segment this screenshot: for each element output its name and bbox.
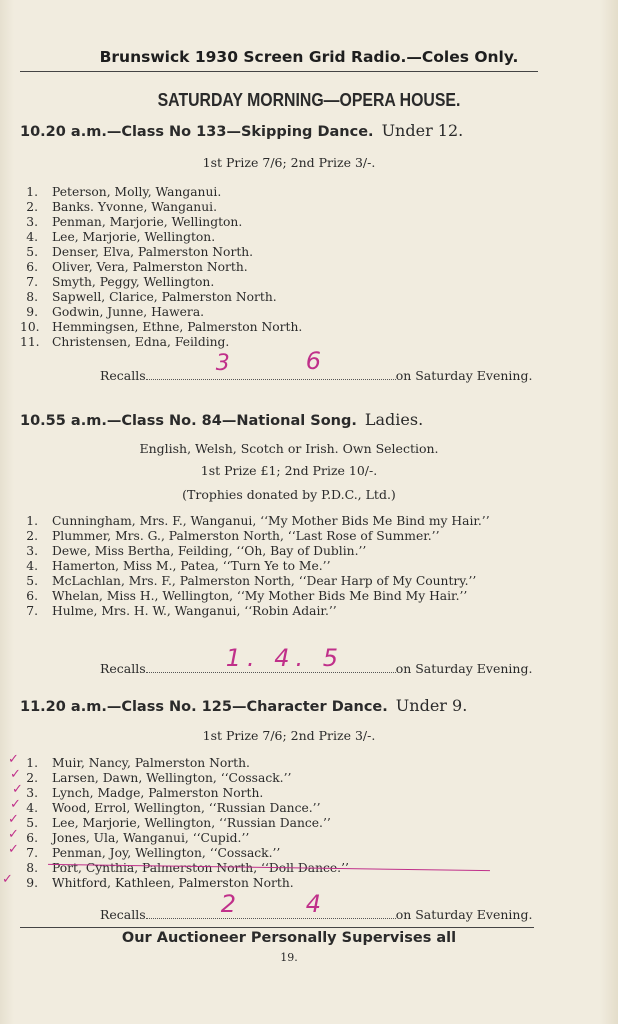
list-item: 9. Whitford, Kathleen, Palmerston North.: [26, 876, 294, 890]
class-heading: 10.20 a.m.—Class No 133—Skipping Dance.: [20, 124, 374, 140]
list-item: 10. Hemmingsen, Ethne, Palmerston North.: [20, 320, 303, 334]
list-item: 5. Denser, Elva, Palmerston North.: [26, 245, 254, 259]
page-number: 19.: [280, 951, 298, 964]
tick-mark-icon: ✓: [2, 872, 13, 887]
class-category: Ladies.: [364, 410, 424, 429]
list-item: 4. Hamerton, Miss M., Patea, ‘‘Turn Ye to Me.’’: [26, 559, 331, 573]
header-rule: [20, 71, 538, 72]
list-item: 2. Plummer, Mrs. G., Palmerston North, ‘‘Last Rose of Summer.’’: [26, 529, 440, 543]
page-title: SATURDAY MORNING—OPERA HOUSE.: [157, 90, 461, 110]
tick-mark-icon: ✓: [8, 752, 19, 767]
list-item: 9. Godwin, Junne, Hawera.: [26, 305, 205, 319]
list-item: 1. Cunningham, Mrs. F., Wanganui, ‘‘My Mother Bids Me Bind my Hair.’’: [26, 514, 490, 528]
handwritten-recall: 4: [305, 890, 321, 918]
class-category: Under 9.: [395, 696, 468, 715]
section-1-heading: [20, 121, 463, 140]
section-3-prizes: 1st Prize 7/6; 2nd Prize 3/-.: [202, 728, 376, 743]
list-item: 1. Muir, Nancy, Palmerston North.: [26, 756, 250, 770]
list-item-struck: 8. Port, Cynthia, Palmerston North, ‘‘Doll Dance.’’: [20, 861, 540, 876]
page-header: Brunswick 1930 Screen Grid Radio.—Coles Only.: [99, 48, 519, 66]
list-item: 5. Lee, Marjorie, Wellington, ‘‘Russian Dance.’’: [26, 816, 331, 830]
handwritten-recall: 1. 4. 5: [225, 644, 345, 672]
tick-mark-icon: ✓: [8, 827, 19, 842]
list-item: 2. Banks. Yvonne, Wanganui.: [26, 200, 217, 214]
class-heading: 10.55 a.m.—Class No. 84—National Song.: [20, 413, 357, 429]
section-2-info: English, Welsh, Scotch or Irish. Own Selection.: [139, 441, 439, 456]
list-item: 4. Wood, Errol, Wellington, ‘‘Russian Dance.’’: [26, 801, 321, 815]
class-heading: 11.20 a.m.—Class No. 125—Character Dance.: [20, 699, 388, 715]
tick-mark-icon: ✓: [10, 797, 21, 812]
tick-mark-icon: ✓: [8, 842, 19, 857]
section-1-recalls: Recalls 3 6 on Saturday Evening.: [100, 347, 533, 383]
handwritten-recall: 3: [215, 351, 230, 376]
section-2-heading: [20, 410, 423, 429]
tick-mark-icon: ✓: [12, 782, 23, 797]
section-2-trophies: (Trophies donated by P.D.C., Ltd.): [182, 487, 396, 502]
list-item: 3. Penman, Marjorie, Wellington.: [26, 215, 243, 229]
handwritten-recall: 2: [220, 890, 236, 918]
section-2-entries: [20, 514, 540, 619]
tick-mark-icon: ✓: [10, 767, 21, 782]
tick-mark-icon: ✓: [8, 812, 19, 827]
list-item: 11. Christensen, Edna, Feilding.: [20, 335, 230, 349]
section-3-entries: [20, 756, 540, 891]
class-category: Under 12.: [381, 121, 464, 140]
footer-text: Our Auctioneer Personally Supervises all: [121, 930, 457, 946]
list-item: 4. Lee, Marjorie, Wellington.: [26, 230, 216, 244]
list-item: 6. Jones, Ula, Wanganui, ‘‘Cupid.’’: [26, 831, 250, 845]
list-item: 7. Penman, Joy, Wellington, ‘‘Cossack.’’: [26, 846, 281, 860]
list-item: 8. Sapwell, Clarice, Palmerston North.: [26, 290, 277, 304]
list-item: 5. McLachlan, Mrs. F., Palmerston North, ‘‘Dear Harp of My Country.’’: [26, 574, 477, 588]
footer-rule: [20, 927, 534, 928]
list-item: 3. Lynch, Madge, Palmerston North.: [26, 786, 264, 800]
section-3-heading: [20, 696, 467, 715]
list-item: 7. Smyth, Peggy, Wellington.: [26, 275, 215, 289]
list-item: 7. Hulme, Mrs. H. W., Wanganui, ‘‘Robin Adair.’’: [26, 604, 337, 618]
section-1-entries: [20, 185, 540, 350]
list-item: 2. Larsen, Dawn, Wellington, ‘‘Cossack.’’: [26, 771, 292, 785]
list-item: 6. Whelan, Miss H., Wellington, ‘‘My Mother Bids Me Bind My Hair.’’: [26, 589, 468, 603]
list-item: 3. Dewe, Miss Bertha, Feilding, ‘‘Oh, Bay of Dublin.’’: [26, 544, 367, 558]
section-2-recalls: Recalls 1. 4. 5 on Saturday Evening.: [100, 644, 533, 676]
handwritten-recall: 6: [305, 347, 321, 375]
section-3-recalls: Recalls 2 4 on Saturday Evening.: [100, 890, 533, 922]
list-item: 1. Peterson, Molly, Wanganui.: [26, 185, 222, 199]
section-2-prizes: 1st Prize £1; 2nd Prize 10/-.: [200, 463, 378, 478]
list-item: 6. Oliver, Vera, Palmerston North.: [26, 260, 248, 274]
section-1-prizes: 1st Prize 7/6; 2nd Prize 3/-.: [202, 155, 376, 170]
